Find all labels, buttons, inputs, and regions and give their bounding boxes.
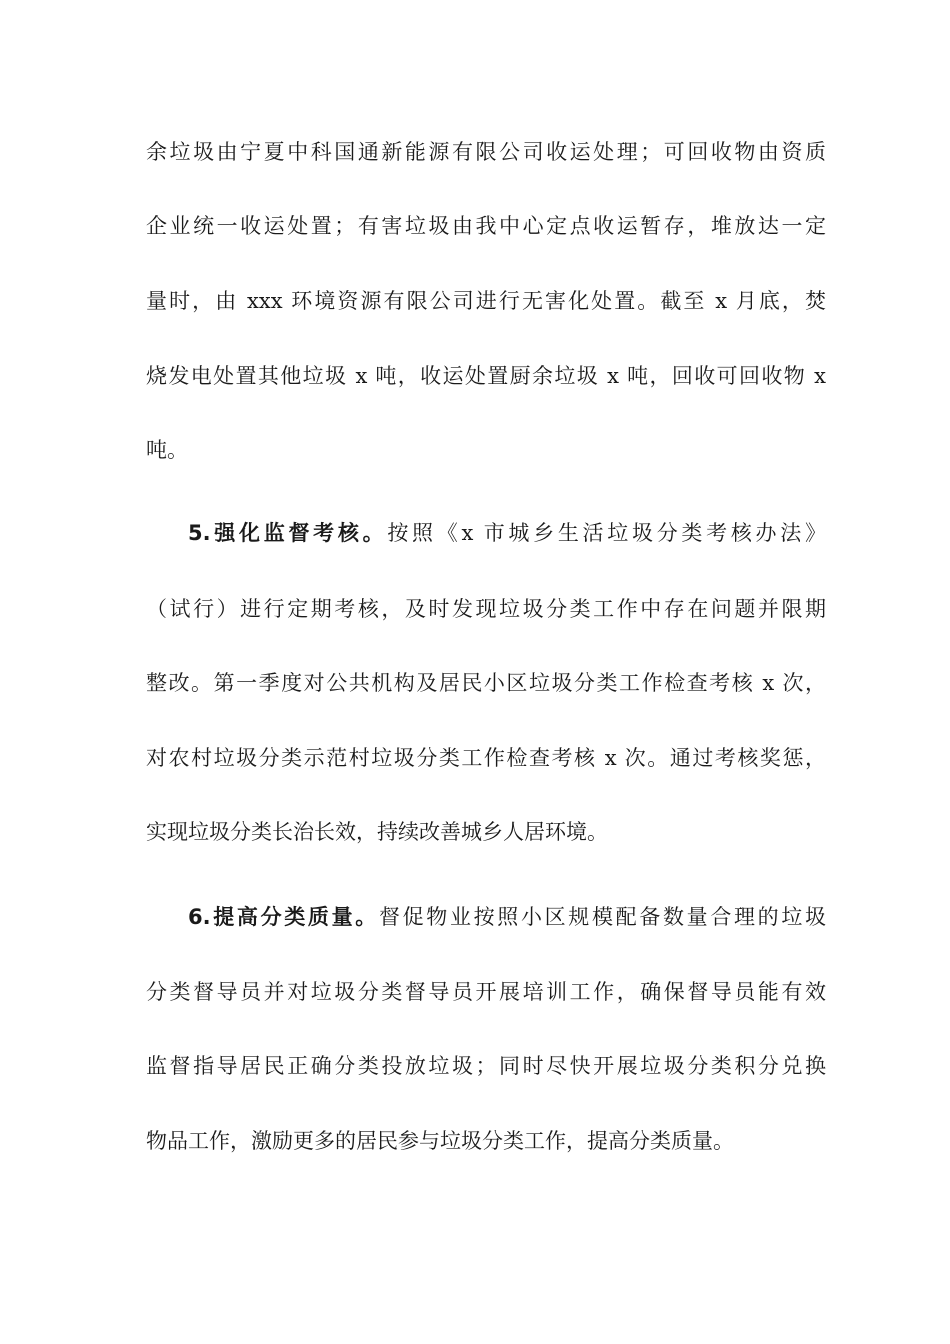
- paragraph-line: 实现垃圾分类长治长效，持续改善城乡人居环境。: [146, 820, 608, 844]
- paragraph-line: 量时，由 xxx 环境资源有限公司进行无害化处置。截至 x 月底，焚: [146, 289, 826, 313]
- paragraph-line: 监督指导居民正确分类投放垃圾；同时尽快开展垃圾分类积分兑换: [146, 1054, 826, 1078]
- paragraph-line: 企业统一收运处置；有害垃圾由我中心定点收运暂存，堆放达一定: [146, 214, 826, 238]
- paragraph-line: 物品工作，激励更多的居民参与垃圾分类工作，提高分类质量。: [146, 1129, 734, 1153]
- paragraph-line: 分类督导员并对垃圾分类督导员开展培训工作，确保督导员能有效: [146, 980, 826, 1004]
- section-6-first-line: [188, 897, 826, 937]
- paragraph-line: 吨。: [146, 438, 188, 462]
- paragraph-line: 余垃圾由宁夏中科国通新能源有限公司收运处理；可回收物由资质: [146, 140, 826, 164]
- paragraph-line: 整改。第一季度对公共机构及居民小区垃圾分类工作检查考核 x 次，: [146, 671, 826, 695]
- paragraph-line: 对农村垃圾分类示范村垃圾分类工作检查考核 x 次。通过考核奖惩，: [146, 746, 826, 770]
- paragraph-line: （试行）进行定期考核，及时发现垃圾分类工作中存在问题并限期: [146, 597, 826, 621]
- section-5-first-line-text: 按照《x 市城乡生活垃圾分类考核办法》: [387, 521, 826, 545]
- section-5-first-line: [188, 513, 826, 553]
- section-6-heading: 6.提高分类质量。: [188, 905, 379, 929]
- paragraph-line: 烧发电处置其他垃圾 x 吨，收运处置厨余垃圾 x 吨，回收可回收物 x: [146, 364, 826, 388]
- section-6-first-line-text: 督促物业按照小区规模配备数量合理的垃圾: [378, 905, 827, 929]
- section-5-heading: 5.强化监督考核。: [188, 521, 388, 545]
